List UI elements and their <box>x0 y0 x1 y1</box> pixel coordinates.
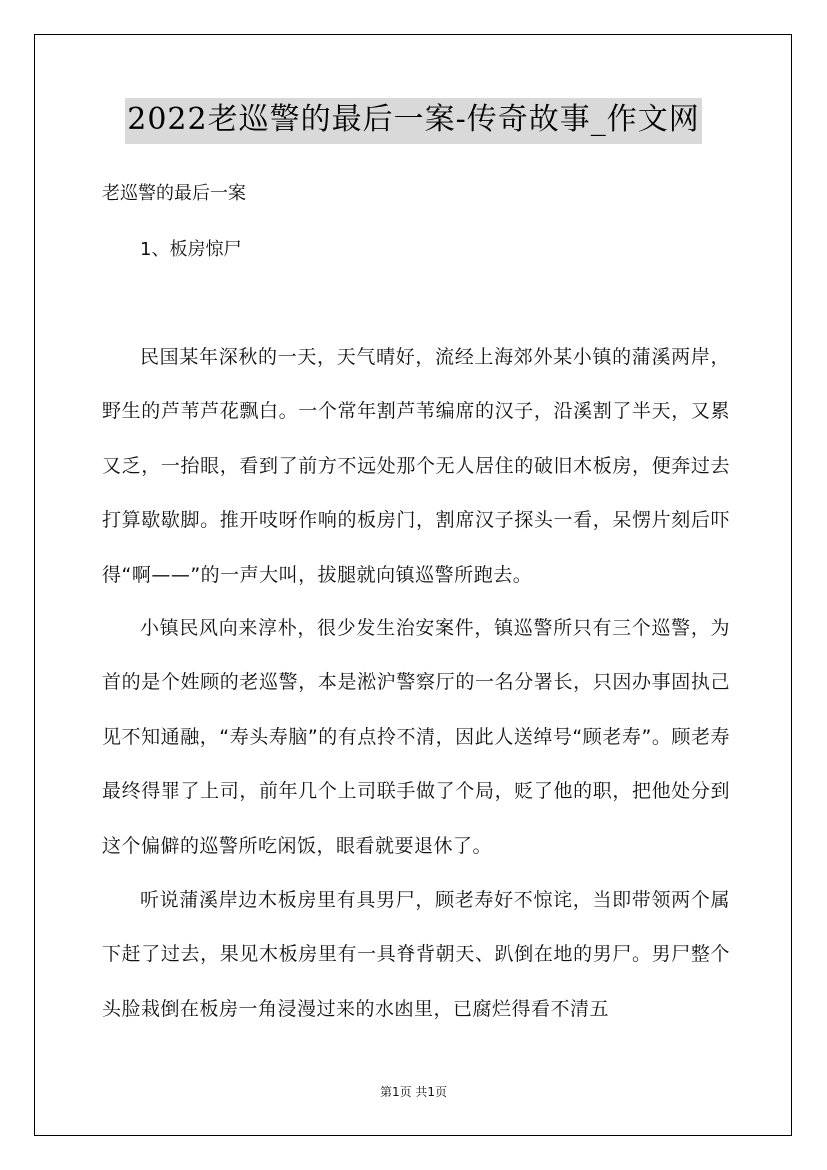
paragraph-3: 听说蒲溪岸边木板房里有具男尸，顾老寿好不惊诧，当即带领两个属下赶了过去，果见木板房里有一具脊背朝天、趴倒在地的男尸。男尸整个头脸栽倒在板房一角浸漫过来的水凼里，已腐烂得看不清五 <box>102 889 730 1020</box>
document-title-text: 2022老巡警的最后一案-传奇故事_作文网 <box>125 98 701 144</box>
paragraph-2: 小镇民风向来淳朴，很少发生治安案件，镇巡警所只有三个巡警，为首的是个姓顾的老巡警，本是淞沪警察厅的一名分署长，只因办事固执己见不知通融，“寿头寿脑”的有点拎不清，因此人送绰号“顾老寿”。顾老寿最终得罪了上司，前年几个上司联手做了个局，贬了他的职，把他处分到这个偏僻的巡警所吃闲饭，眼看就要退休了。 <box>102 617 730 857</box>
section-heading: 1、板房惊尸 <box>140 239 242 260</box>
document-title <box>0 98 827 144</box>
page-footer: 第1页 共1页 <box>379 1085 448 1099</box>
paragraph-1: 民国某年深秋的一天，天气晴好，流经上海郊外某小镇的蒲溪两岸，野生的芦苇芦花飘白。一个常年割芦苇编席的汉子，沿溪割了半天，又累又乏，一抬眼，看到了前方不远处那个无人居住的破旧木板房，便奔过去打算歇歇脚。推开吱呀作响的板房门，割席汉子探头一看，呆愣片刻后吓得“啊——”的一声大叫，拔腿就向镇巡警所跑去。 <box>102 346 730 586</box>
article-subtitle: 老巡警的最后一案 <box>102 183 246 204</box>
